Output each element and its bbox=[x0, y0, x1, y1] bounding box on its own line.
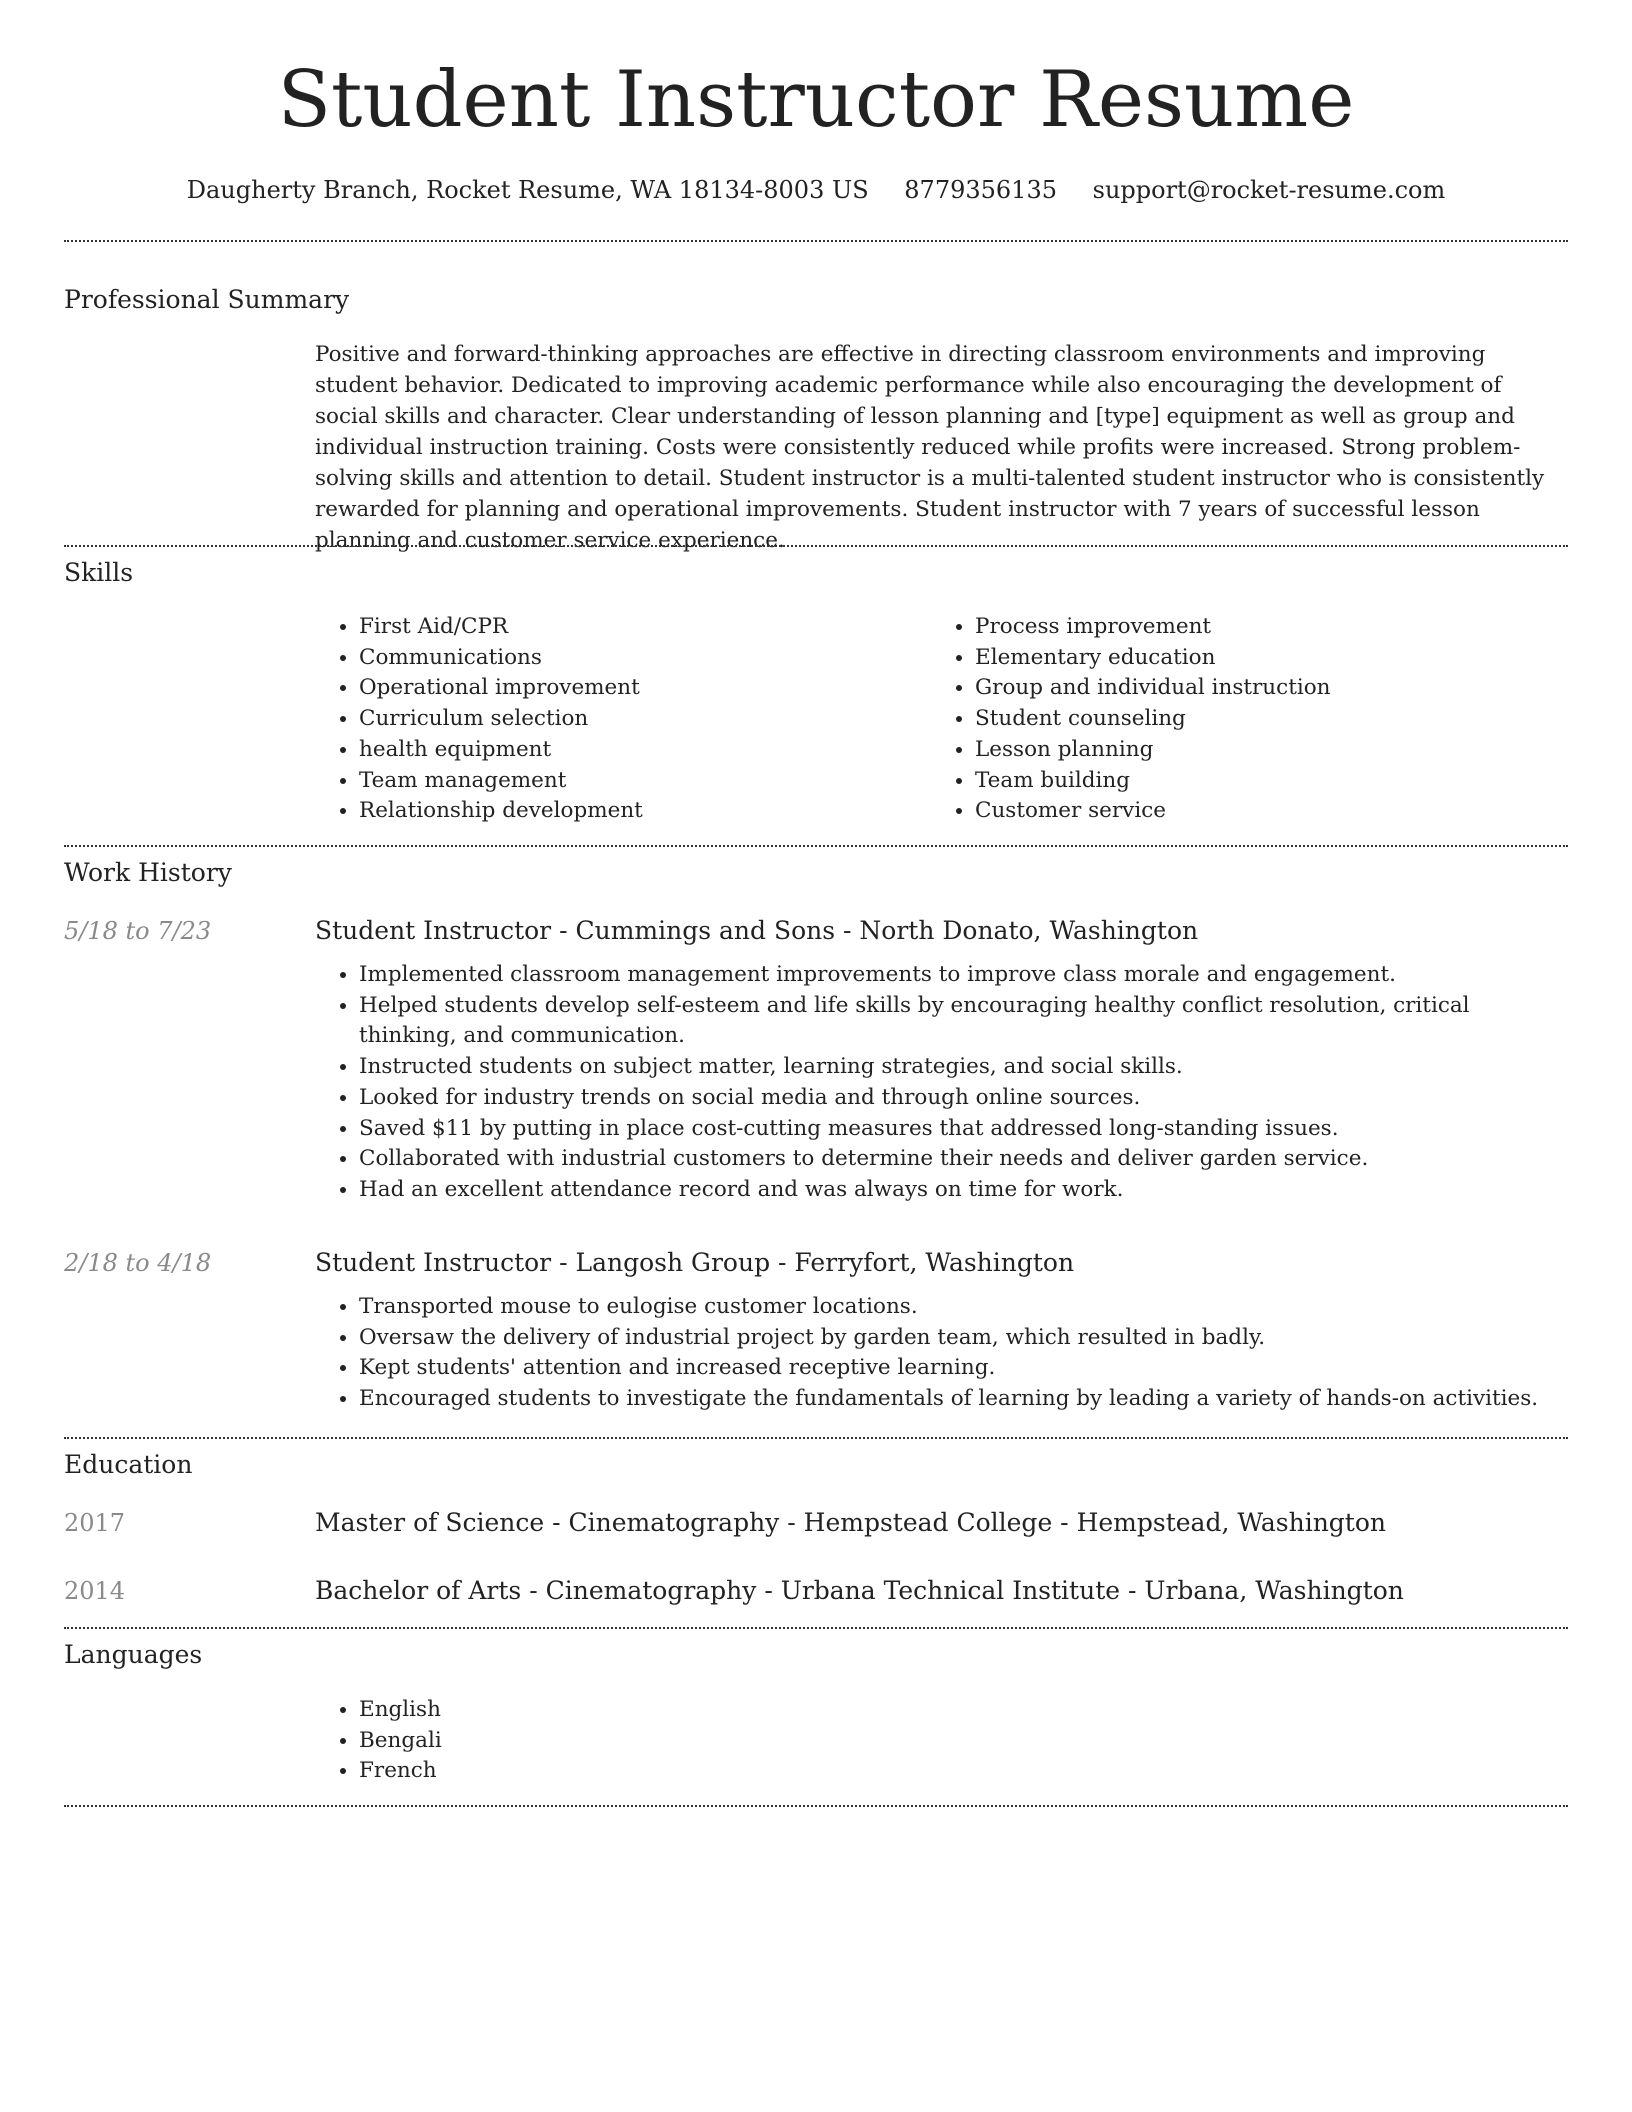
resume-title: Student Instructor Resume bbox=[277, 55, 1355, 145]
work-heading: Work History bbox=[64, 858, 232, 887]
job-bullet: • Collaborated with industrial customers to determine their needs and deliver garden service. bbox=[359, 1144, 1567, 1175]
skill-item: • Relationship development bbox=[359, 796, 931, 827]
skill-item: • Team building bbox=[975, 766, 1547, 797]
job-bullet: • Encouraged students to investigate the fundamentals of learning by leading a variety of hands-on activities. bbox=[359, 1384, 1567, 1415]
job-dates: 5/18 to 7/23 bbox=[64, 917, 212, 945]
job-role: Student Instructor bbox=[315, 916, 552, 945]
job-bullet: • Had an excellent attendance record and was always on time for work. bbox=[359, 1175, 1567, 1206]
skills-grid bbox=[315, 612, 1567, 827]
job-bullet: • Transported mouse to eulogise customer locations. bbox=[359, 1292, 1567, 1323]
job-bullet: • Oversaw the delivery of industrial project by garden team, which resulted in badly. bbox=[359, 1323, 1567, 1354]
skill-item: • Student counseling bbox=[975, 704, 1547, 735]
skill-item: • Team management bbox=[359, 766, 931, 797]
job-role: Student Instructor bbox=[315, 1248, 552, 1277]
divider bbox=[64, 1437, 1568, 1439]
contact-line bbox=[64, 170, 1568, 210]
divider bbox=[64, 1805, 1568, 1807]
job-bullet: • Kept students' attention and increased receptive learning. bbox=[359, 1353, 1567, 1384]
education-degree: Master of Science - Cinematography bbox=[315, 1508, 780, 1537]
job-heading bbox=[315, 1245, 1567, 1281]
contact-address: Daugherty Branch, Rocket Resume, WA 18134-8003 US bbox=[186, 176, 869, 204]
divider bbox=[64, 545, 1568, 547]
skills-list-right bbox=[931, 612, 1547, 827]
job-bullet: • Saved $11 by putting in place cost-cutting measures that addressed long-standing issues. bbox=[359, 1114, 1567, 1145]
skills-column-left bbox=[315, 612, 931, 827]
skill-item: • Lesson planning bbox=[975, 735, 1547, 766]
languages-body bbox=[315, 1695, 1567, 1787]
job-bullet: • Instructed students on subject matter, learning strategies, and social skills. bbox=[359, 1052, 1567, 1083]
skill-item: • Customer service bbox=[975, 796, 1547, 827]
skills-list-left bbox=[315, 612, 931, 827]
education-heading: Education bbox=[64, 1450, 193, 1479]
education-degree: Bachelor of Arts - Cinematography bbox=[315, 1576, 757, 1605]
job-entry bbox=[315, 913, 1567, 1206]
education-school: - Urbana Technical Institute - Urbana, Washington bbox=[756, 1576, 1404, 1605]
job-details: - Langosh Group - Ferryfort, Washington bbox=[551, 1248, 1075, 1277]
skills-heading: Skills bbox=[64, 558, 134, 587]
languages-heading: Languages bbox=[64, 1640, 203, 1669]
skill-item: • Curriculum selection bbox=[359, 704, 931, 735]
summary-body bbox=[315, 339, 1567, 556]
education-heading-line bbox=[315, 1573, 1567, 1609]
job-bullet: • Helped students develop self-esteem and life skills by encouraging healthy conflict resolution, critical thinking, and communication. bbox=[359, 991, 1567, 1052]
skills-column-right bbox=[931, 612, 1547, 827]
job-bullet: • Implemented classroom management improvements to improve class morale and engagement. bbox=[359, 960, 1567, 991]
contact-phone: 8779356135 bbox=[904, 176, 1057, 204]
education-year: 2017 bbox=[64, 1509, 126, 1537]
skill-item: • Elementary education bbox=[975, 643, 1547, 674]
contact-email: support@rocket-resume.com bbox=[1092, 176, 1446, 204]
job-heading bbox=[315, 913, 1567, 949]
divider bbox=[64, 240, 1568, 242]
language-item: • English bbox=[359, 1695, 1567, 1726]
education-entry bbox=[315, 1573, 1567, 1609]
education-year: 2014 bbox=[64, 1577, 126, 1605]
skill-item: • Process improvement bbox=[975, 612, 1547, 643]
divider bbox=[64, 1627, 1568, 1629]
summary-heading: Professional Summary bbox=[64, 285, 350, 314]
skill-item: • Communications bbox=[359, 643, 931, 674]
job-entry bbox=[315, 1245, 1567, 1415]
job-bullet: • Looked for industry trends on social media and through online sources. bbox=[359, 1083, 1567, 1114]
education-school: - Hempstead College - Hempstead, Washington bbox=[779, 1508, 1387, 1537]
job-bullet-list bbox=[315, 960, 1567, 1206]
skill-item: • Group and individual instruction bbox=[975, 673, 1547, 704]
job-details: - Cummings and Sons - North Donato, Washington bbox=[551, 916, 1199, 945]
education-heading-line bbox=[315, 1505, 1567, 1541]
education-entry bbox=[315, 1505, 1567, 1541]
summary-text: Positive and forward-thinking approaches are effective in directing classroom environments and improving student behavior. Dedicated to improving academic performance while also encouraging the development of social skills and character. Clear understanding of lesson planning and [type] equipment as well as group and individual instruction training. Costs were consistently reduced while profits were increased. Strong problem-solving skills and attention to detail. Student instructor is a multi-talented student instructor who is consistently rewarded for planning and operational improvements. Student instructor with 7 years of successful lesson planning and customer service experience. bbox=[315, 342, 1545, 553]
job-bullet-list bbox=[315, 1292, 1567, 1415]
language-item: • Bengali bbox=[359, 1726, 1567, 1757]
divider bbox=[64, 845, 1568, 847]
skill-item: • health equipment bbox=[359, 735, 931, 766]
skills-body bbox=[315, 612, 1567, 827]
language-item: • French bbox=[359, 1756, 1567, 1787]
skill-item: • Operational improvement bbox=[359, 673, 931, 704]
skill-item: • First Aid/CPR bbox=[359, 612, 931, 643]
languages-list bbox=[315, 1695, 1567, 1787]
job-dates: 2/18 to 4/18 bbox=[64, 1249, 212, 1277]
